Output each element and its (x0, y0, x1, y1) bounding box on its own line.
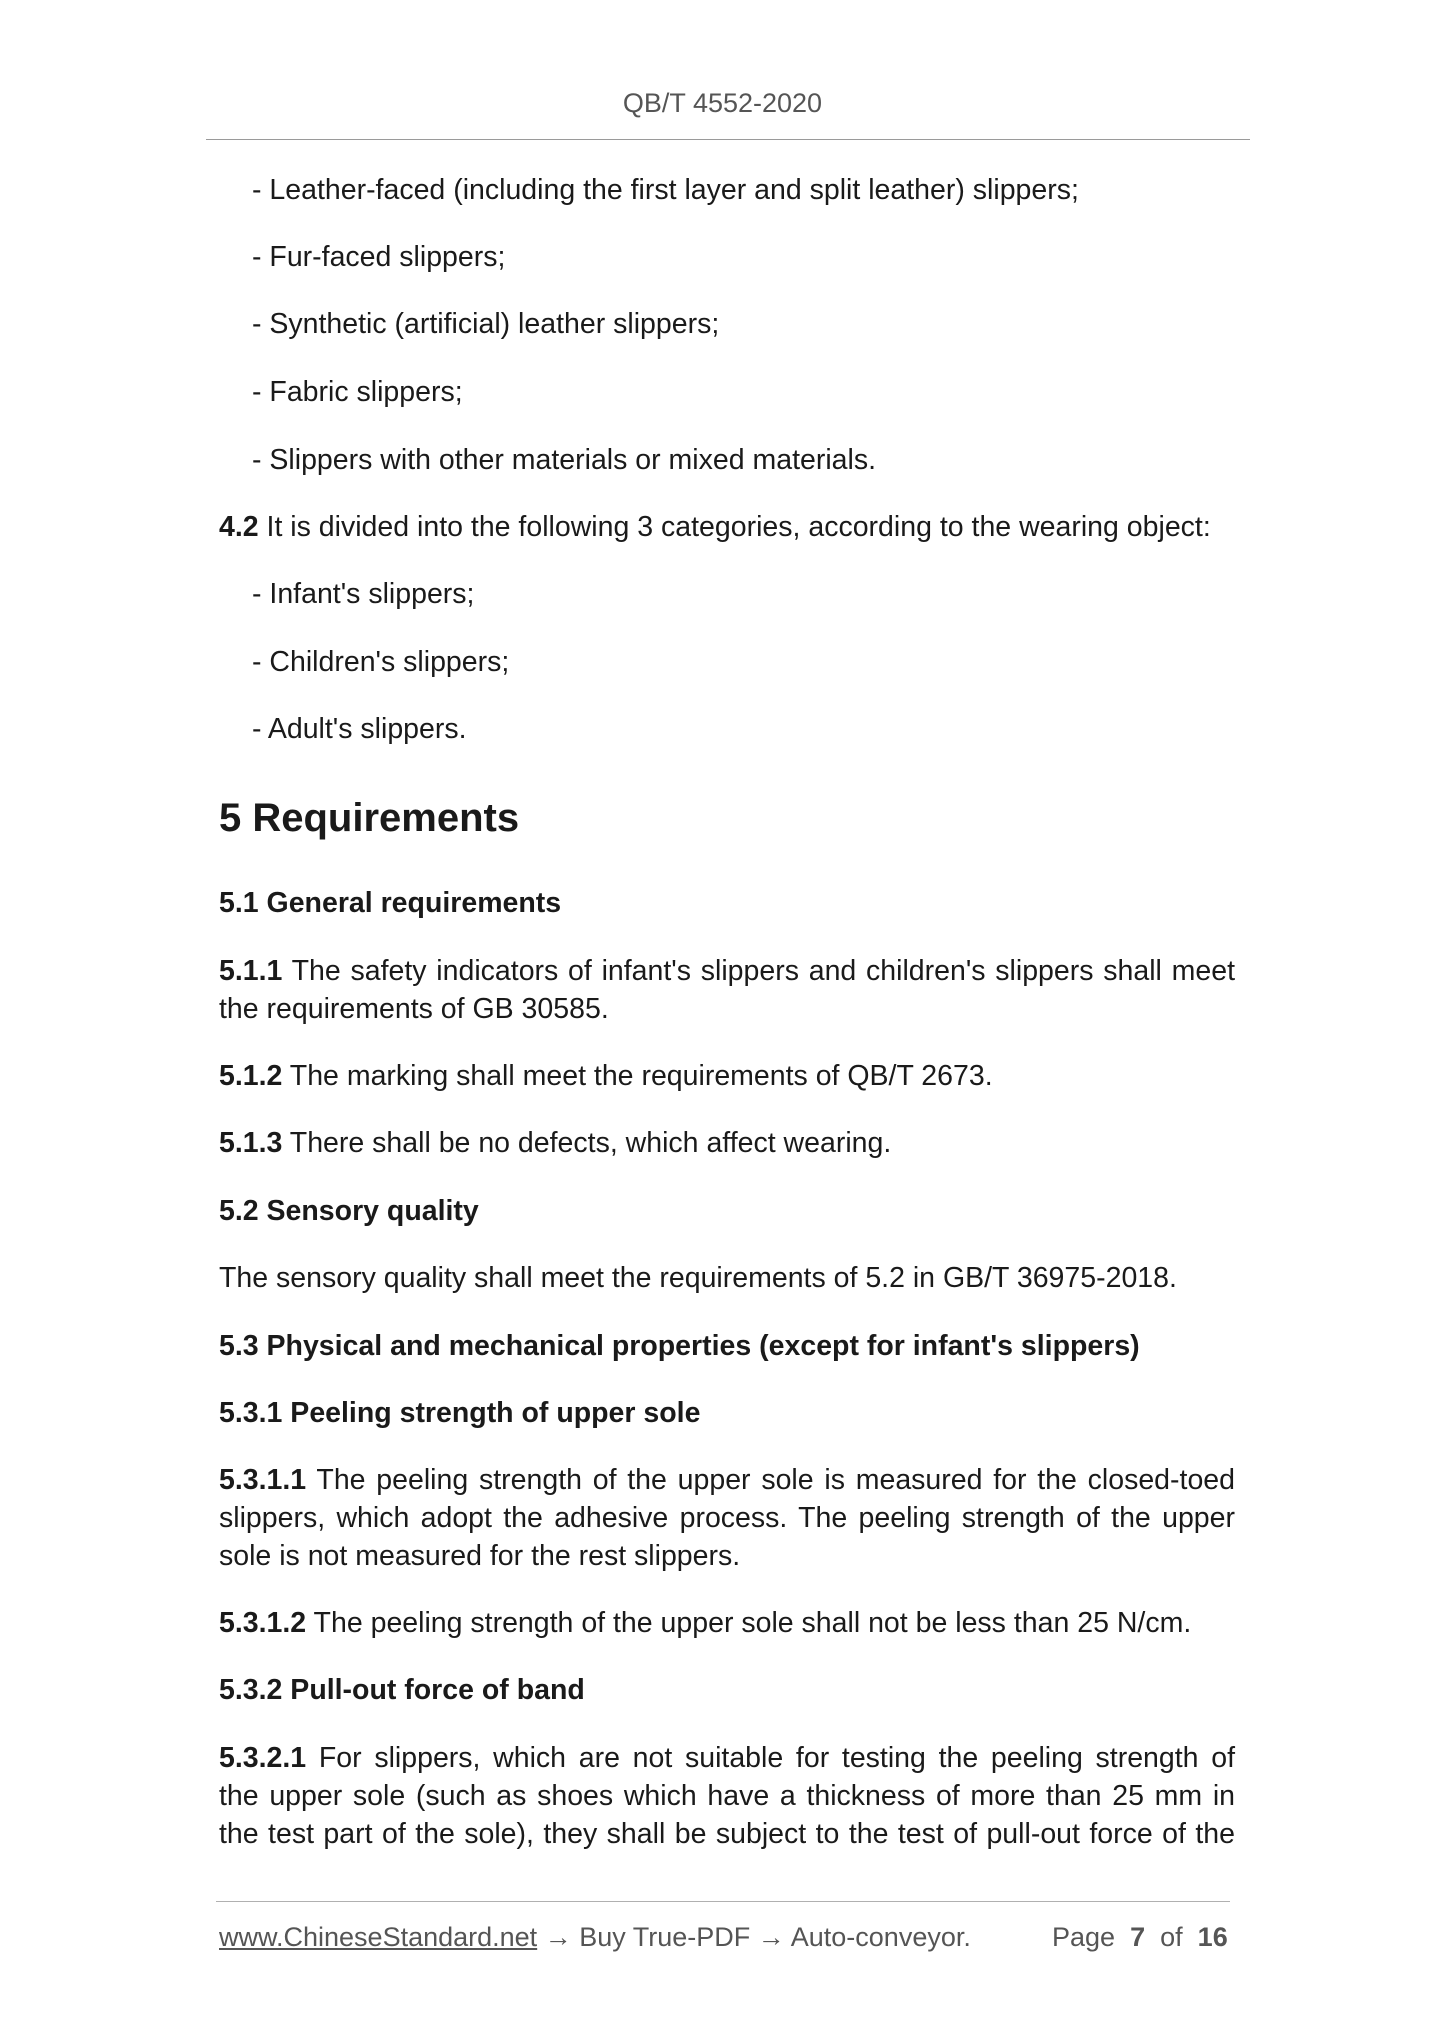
list-item: - Infant's slippers; (252, 578, 475, 610)
clause-text: It is divided into the following 3 categories, according to the wearing object: (258, 511, 1211, 543)
page-number: 7 (1130, 1922, 1146, 1952)
clause-5-1-2 (219, 1057, 993, 1095)
clause-5-3-2-1-line: the upper sole (such as shoes which have a thickness of more than 25 mm in (219, 1780, 1235, 1812)
clause-number: 5.1.3 (219, 1127, 283, 1159)
running-header: QB/T 4552-2020 (622, 88, 823, 118)
footer-divider (216, 1901, 1230, 1902)
clause-number: 5.1.2 (219, 1060, 283, 1092)
clause-5-3-1-1-line: sole is not measured for the rest slippers. (219, 1540, 741, 1572)
subsection-heading: 5.1 General requirements (219, 887, 562, 919)
subsection-heading: 5.2 Sensory quality (219, 1195, 479, 1227)
clause-number: 4.2 (219, 511, 259, 543)
clause-5-1-1-line (219, 952, 1235, 990)
clause-5-3-1-1-line (219, 1461, 1235, 1499)
subsection-heading: 5.3.2 Pull-out force of band (219, 1674, 585, 1706)
clause-text: The marking shall meet the requirements of QB/T 2673. (282, 1060, 993, 1092)
page-total: 16 (1197, 1922, 1228, 1952)
page-indicator (1052, 1922, 1228, 1953)
clause-5-3-1-1-line: slippers, which adopt the adhesive process. The peeling strength of the upper (219, 1502, 1235, 1534)
paragraph: The sensory quality shall meet the requirements of 5.2 in GB/T 36975-2018. (219, 1262, 1177, 1294)
clause-text: For slippers, which are not suitable for testing the peeling strength of (306, 1742, 1235, 1774)
list-item: - Slippers with other materials or mixed materials. (252, 444, 877, 476)
clause-number: 5.1.1 (219, 955, 283, 987)
section-heading: 5 Requirements (219, 796, 520, 840)
clause-5-1-1-line: the requirements of GB 30585. (219, 993, 609, 1025)
subsection-heading: 5.3.1 Peeling strength of upper sole (219, 1397, 701, 1429)
list-item: - Leather-faced (including the first layer and split leather) slippers; (252, 174, 1079, 206)
of-label: of (1160, 1922, 1183, 1952)
clause-text: There shall be no defects, which affect wearing. (282, 1127, 892, 1159)
page-label: Page (1052, 1922, 1116, 1952)
clause-number: 5.3.2.1 (219, 1742, 307, 1774)
clause-text: The safety indicators of infant's slippers and children's slippers shall meet (282, 955, 1235, 987)
clause-number: 5.3.1.1 (219, 1464, 307, 1496)
clause-5-3-2-1-line: the test part of the sole), they shall be subject to the test of pull-out force of the (219, 1818, 1235, 1850)
footer-promo (219, 1922, 971, 1953)
list-item: - Adult's slippers. (252, 713, 467, 745)
clause-5-3-1-2 (219, 1604, 1191, 1642)
list-item: - Fur-faced slippers; (252, 241, 506, 273)
website-link[interactable]: www.ChineseStandard.net (219, 1922, 538, 1952)
subsection-heading: 5.3 Physical and mechanical properties (except for infant's slippers) (219, 1330, 1140, 1362)
list-item: - Fabric slippers; (252, 376, 463, 408)
header-divider (206, 139, 1250, 140)
clause-number: 5.3.1.2 (219, 1607, 307, 1639)
clause-text: The peeling strength of the upper sole is measured for the closed-toed (306, 1464, 1235, 1496)
list-item: - Synthetic (artificial) leather slippers; (252, 308, 720, 340)
clause-4-2 (219, 508, 1211, 546)
clause-5-1-3 (219, 1124, 891, 1162)
footer-promo-text: → Buy True-PDF → Auto-conveyor. (537, 1922, 971, 1952)
clause-text: The peeling strength of the upper sole shall not be less than 25 N/cm. (306, 1607, 1192, 1639)
list-item: - Children's slippers; (252, 646, 510, 678)
clause-5-3-2-1-line (219, 1739, 1235, 1777)
